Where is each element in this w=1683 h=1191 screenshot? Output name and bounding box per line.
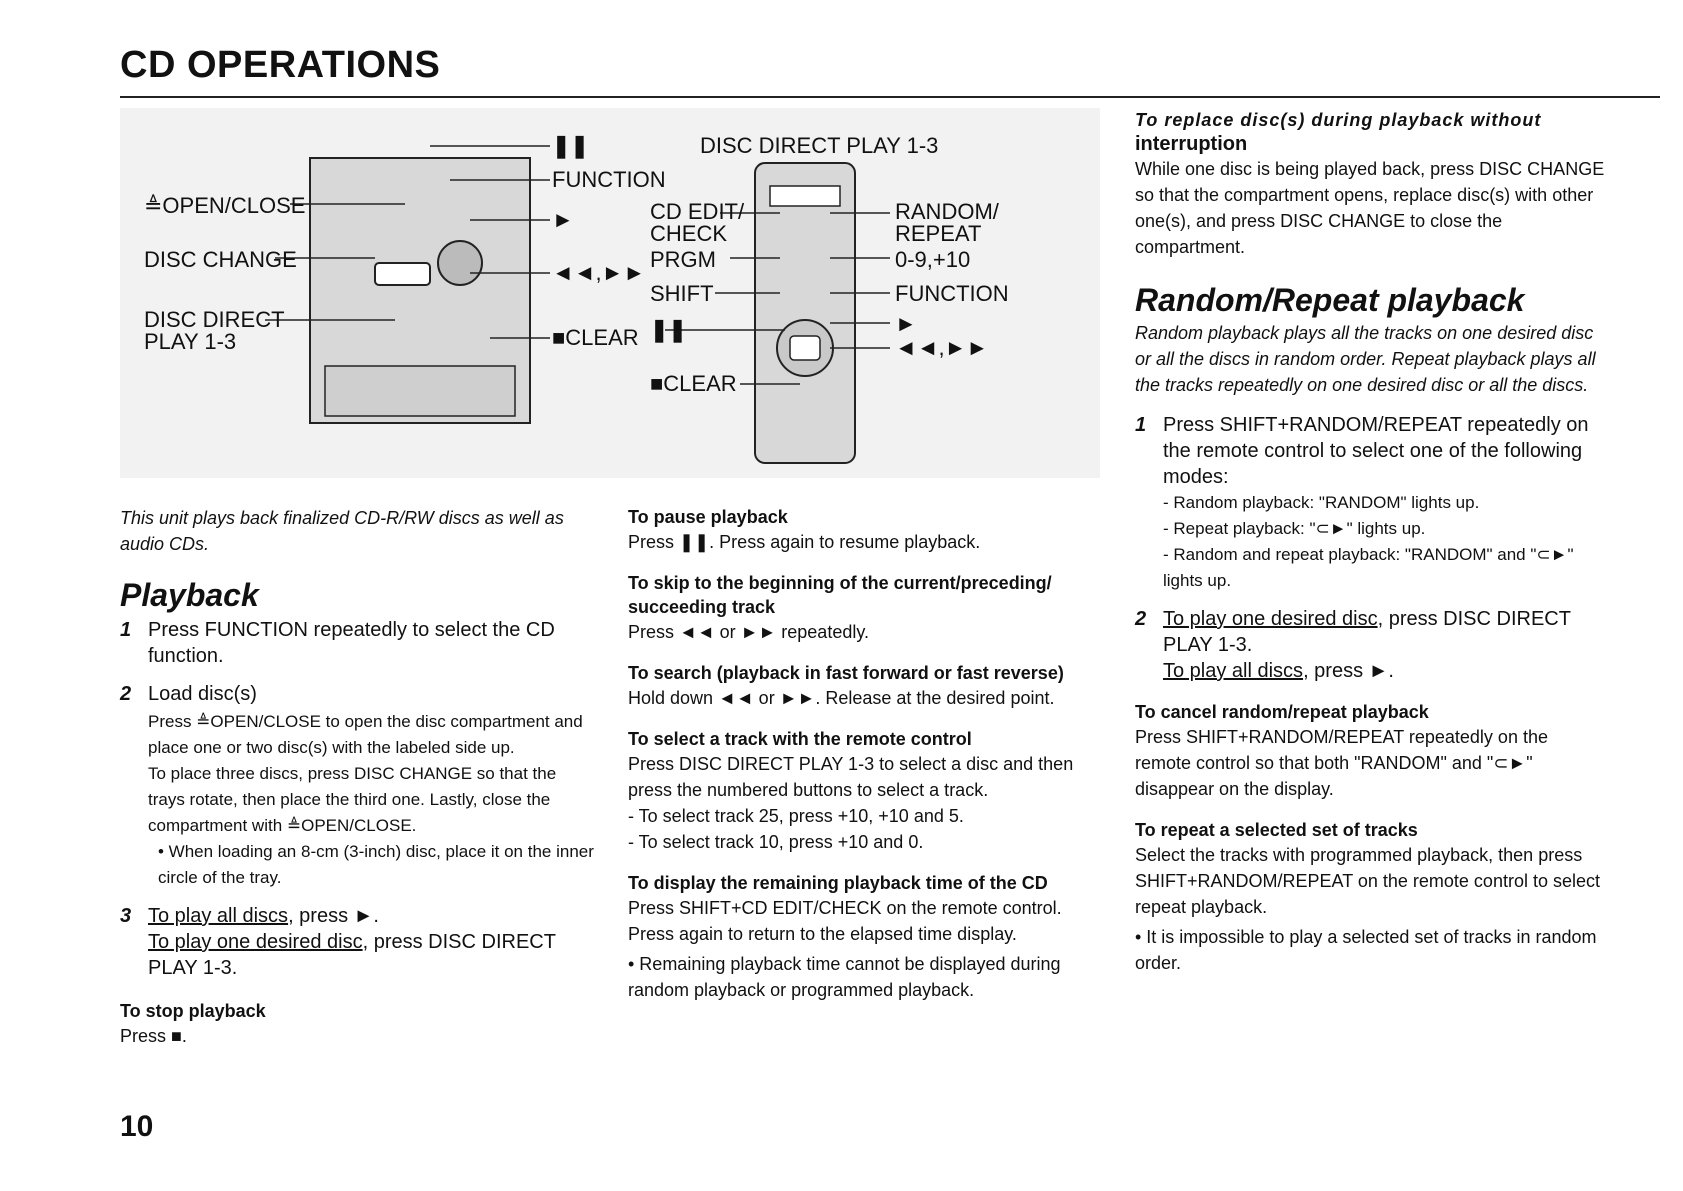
- repeat-set-text: Select the tracks with programmed playback, then press SHIFT+RANDOM/REPEAT on the remote control to select repeat playback.: [1135, 845, 1600, 917]
- label-play-1-3: PLAY 1-3: [144, 329, 237, 354]
- display-heading: To display the remaining playback time of the CD: [628, 873, 1048, 893]
- label-disc-direct: DISC DIRECT: [144, 307, 285, 332]
- cd-controls-diagram: [120, 108, 1100, 478]
- unit-base: [325, 366, 515, 416]
- label-repeat: REPEAT: [895, 221, 982, 246]
- label-num: 0-9,+10: [895, 247, 971, 272]
- step3-text-one: , press DISC DIRECT PLAY 1-3.: [148, 931, 556, 979]
- select-heading: To select a track with the remote control: [628, 729, 972, 749]
- left-column: [120, 505, 595, 1049]
- remote-body: [755, 163, 855, 463]
- label-open-close: ≜OPEN/CLOSE: [144, 193, 306, 218]
- jog-dial: [438, 241, 482, 285]
- step2-bullet: • When loading an 8-cm (3-inch) disc, place it on the inner circle of the tray.: [158, 842, 594, 887]
- label-function-remote: FUNCTION: [895, 281, 1009, 306]
- step2-text-all: , press ►.: [1303, 660, 1394, 682]
- title-rule: [120, 96, 1660, 98]
- search-text: Hold down ◄◄ or ►►. Release at the desired point.: [628, 688, 1055, 708]
- pause-text: Press ❚❚. Press again to resume playback.: [628, 532, 981, 552]
- random-repeat-heading: Random/Repeat playback: [1135, 282, 1525, 318]
- repeat-set-bullet: • It is impossible to play a selected set of tracks in random order.: [1135, 927, 1597, 973]
- label-shift: SHIFT: [650, 281, 714, 306]
- step-text: Press SHIFT+RANDOM/REPEAT repeatedly on the remote control to select one of the following modes:: [1163, 414, 1589, 488]
- cancel-heading: To cancel random/repeat playback: [1135, 702, 1429, 722]
- skip-heading: To skip to the beginning of the current/preceding/ succeeding track: [628, 573, 1052, 617]
- step-number: 1: [120, 619, 132, 641]
- label-skip-remote: ◄◄,►►: [895, 335, 989, 360]
- replace-heading-line-2: interruption: [1135, 133, 1248, 155]
- skip-text: Press ◄◄ or ►► repeatedly.: [628, 622, 870, 642]
- label-pause: ❚❚: [552, 133, 589, 158]
- replace-text: While one disc is being played back, press DISC CHANGE so that the compartment opens, replace disc(s) with other one(s), and press DISC CHANGE to close the compartment.: [1135, 159, 1605, 257]
- random-repeat-intro: Random playback plays all the tracks on one desired disc or all the discs in random order. Repeat playback plays all the tracks repeatedly on one desired disc or all the discs.: [1135, 323, 1596, 395]
- step2-paragraph-1: Press ≜OPEN/CLOSE to open the disc compartment and place one or two disc(s) with the labeled side up.: [148, 712, 583, 757]
- step3-text-all: , press ►.: [288, 905, 379, 927]
- mode-random: - Random playback: "RANDOM" lights up.: [1163, 493, 1480, 512]
- label-pause-remote: ❚❚: [650, 317, 687, 342]
- pause-heading: To pause playback: [628, 507, 788, 527]
- step2-link-one: To play one desired disc: [1163, 608, 1378, 630]
- label-check: CHECK: [650, 221, 728, 246]
- stop-text: Press ■.: [120, 1026, 187, 1046]
- search-heading: To search (playback in fast forward or fast reverse): [628, 663, 1064, 683]
- label-skip: ◄◄,►►: [552, 260, 646, 285]
- select-list-item-1: - To select track 25, press +10, +10 and 5.: [628, 806, 964, 826]
- step-text: Load disc(s): [148, 683, 257, 705]
- step2-link-all: To play all discs: [1163, 660, 1304, 682]
- playback-heading: Playback: [120, 577, 259, 613]
- step2-text-one: , press DISC DIRECT PLAY 1-3.: [1163, 608, 1571, 656]
- step-number: 3: [120, 905, 132, 927]
- page-title: CD OPERATIONS: [120, 44, 441, 86]
- label-clear-main: ■CLEAR: [552, 325, 639, 350]
- remote-disc-buttons: [770, 186, 840, 206]
- page-number: 10: [120, 1110, 154, 1143]
- select-text: Press DISC DIRECT PLAY 1-3 to select a disc and then press the numbered buttons to select a track.: [628, 754, 1074, 800]
- intro-text: This unit plays back finalized CD-R/RW discs as well as audio CDs.: [120, 508, 564, 554]
- label-disc-change: DISC CHANGE: [144, 247, 297, 272]
- label-play-remote: ►: [895, 311, 917, 336]
- step-number: 2: [1135, 608, 1147, 630]
- repeat-set-heading: To repeat a selected set of tracks: [1135, 820, 1418, 840]
- mode-repeat: - Repeat playback: "⊂►" lights up.: [1163, 519, 1426, 538]
- remote-center-button: [790, 336, 820, 360]
- replace-heading-line-1: To replace disc(s) during playback without: [1135, 110, 1542, 130]
- label-clear-remote: ■CLEAR: [650, 371, 737, 396]
- middle-column: [628, 505, 1098, 1003]
- cancel-text: Press SHIFT+RANDOM/REPEAT repeatedly on the remote control so that both "RANDOM" and "⊂►" disappear on the display.: [1135, 727, 1548, 799]
- label-disc-direct-play: DISC DIRECT PLAY 1-3: [700, 133, 939, 158]
- label-prgm: PRGM: [650, 247, 716, 272]
- step2-paragraph-2: To place three discs, press DISC CHANGE so that the trays rotate, then place the third one. Lastly, close the compartment with ≜OPEN/CLOSE.: [148, 764, 557, 835]
- disc-tray-buttons: [375, 263, 430, 285]
- step3-link-one: To play one desired disc: [148, 931, 363, 953]
- display-text: Press SHIFT+CD EDIT/CHECK on the remote control. Press again to return to the elapsed time display.: [628, 898, 1062, 944]
- display-bullet: • Remaining playback time cannot be displayed during random playback or programmed playback.: [628, 954, 1061, 1000]
- label-random: RANDOM/: [895, 199, 999, 224]
- label-cd-edit: CD EDIT/: [650, 199, 745, 224]
- right-column: [1135, 108, 1605, 976]
- step3-link-all: To play all discs: [148, 905, 289, 927]
- label-play: ►: [552, 207, 574, 232]
- playback-step-1: [120, 617, 595, 669]
- label-function-main: FUNCTION: [552, 167, 666, 192]
- stop-heading: To stop playback: [120, 1001, 266, 1021]
- random-step-1: [1135, 412, 1605, 594]
- mode-random-repeat: - Random and repeat playback: "RANDOM" and "⊂►" lights up.: [1163, 545, 1574, 590]
- step-text: Press FUNCTION repeatedly to select the CD function.: [148, 619, 555, 667]
- select-list-item-2: - To select track 10, press +10 and 0.: [628, 832, 924, 852]
- step-number: 1: [1135, 414, 1147, 436]
- step-number: 2: [120, 683, 132, 705]
- playback-step-3: [120, 903, 595, 981]
- playback-step-2: [120, 681, 595, 891]
- random-step-2: [1135, 606, 1605, 684]
